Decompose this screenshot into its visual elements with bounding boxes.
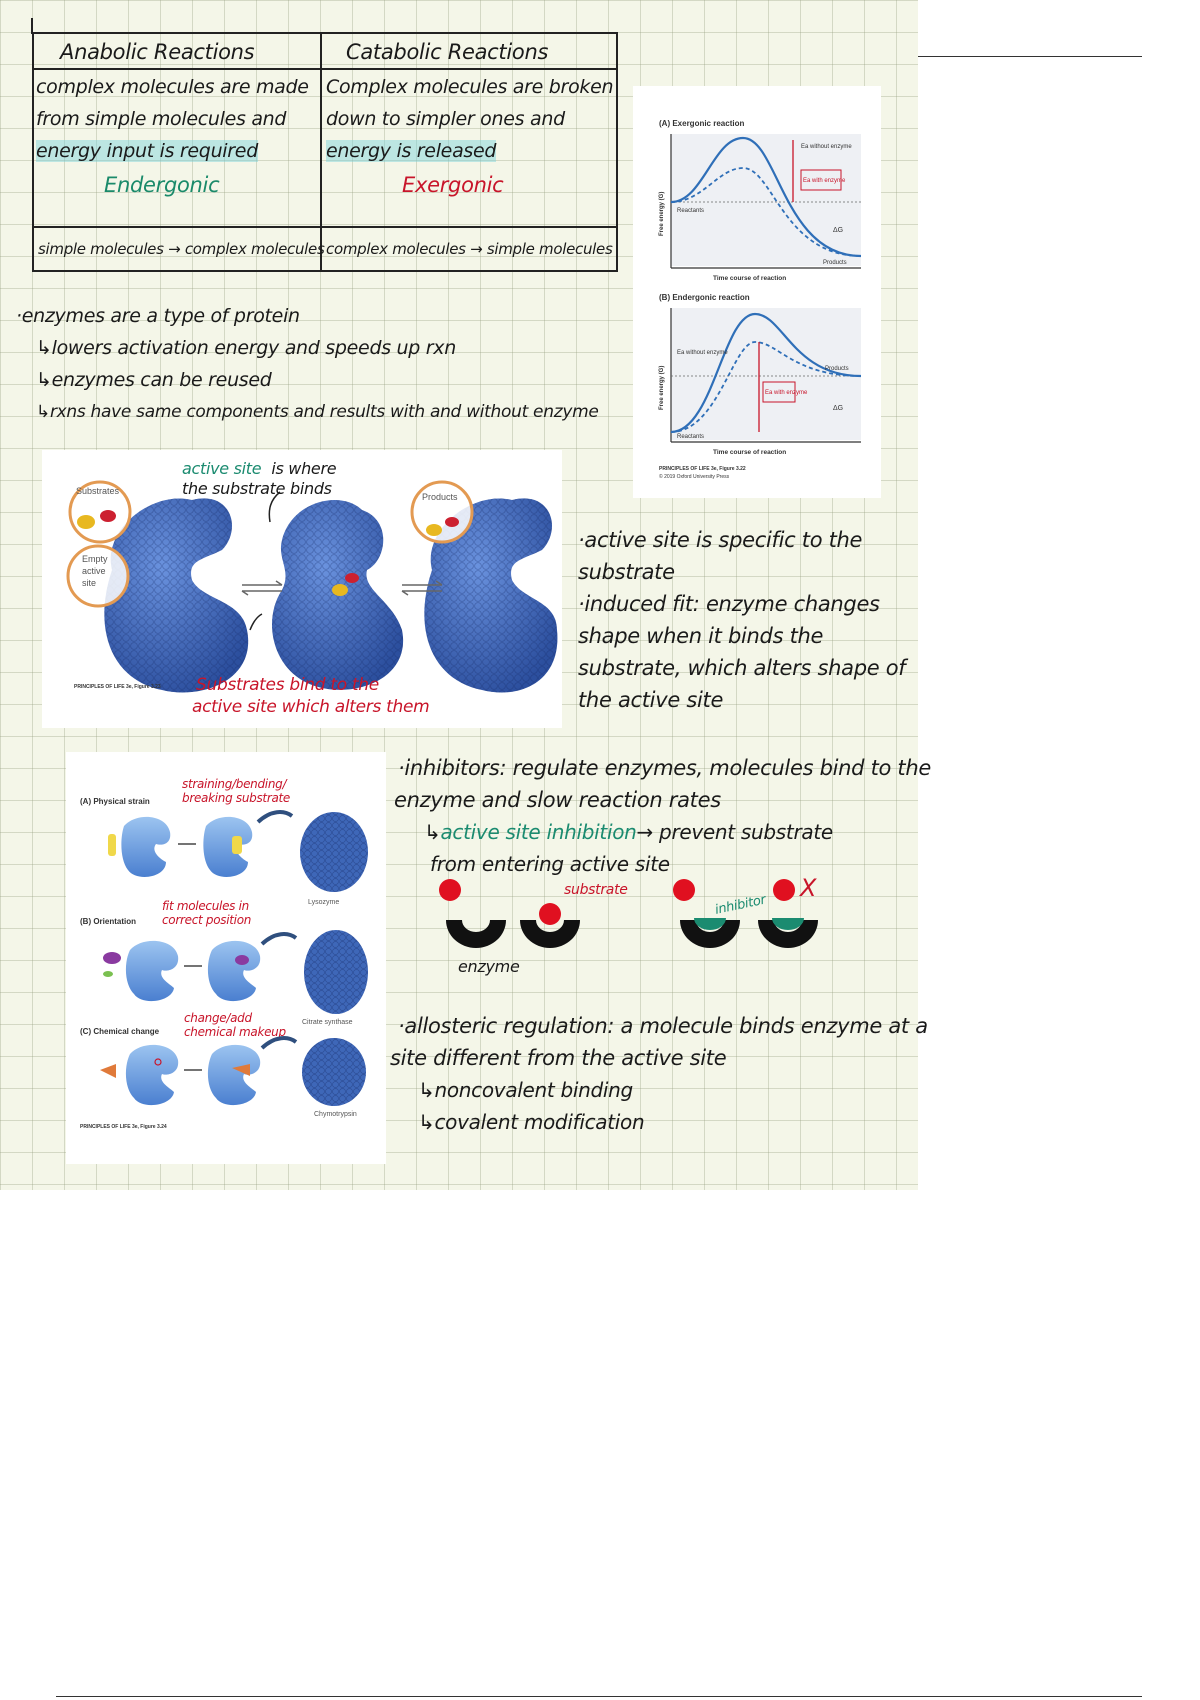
- table-footer-rule: [34, 226, 616, 228]
- panel-a-ea-with: Ea with enzyme: [803, 178, 846, 184]
- row-a-bound: [232, 836, 242, 854]
- as-note-5: substrate, which alters shape of: [578, 656, 906, 680]
- chymotrypsin-label: Chymotrypsin: [314, 1111, 357, 1118]
- empty-site-label-1: Empty: [82, 554, 108, 564]
- endergonic-label: Endergonic: [104, 173, 220, 197]
- panel-b-reactants: Reactants: [677, 434, 705, 440]
- products-label: Products: [422, 492, 458, 502]
- active-site-annot-green: active site: [182, 459, 262, 478]
- substrate-red: [100, 510, 116, 522]
- panel-b-products: Products: [825, 366, 849, 372]
- allo-note-3: ↳noncovalent binding: [418, 1078, 633, 1102]
- inhib-note-1: ·inhibitors: regulate enzymes, molecules bind to the: [398, 756, 931, 780]
- inhib-note-2: enzyme and slow reaction rates: [394, 788, 721, 812]
- as-note-4: shape when it binds the: [578, 624, 824, 648]
- allo-note-2: site different from the active site: [390, 1046, 727, 1070]
- energy-credit-2: © 2019 Oxford University Press: [659, 474, 730, 480]
- catabolic-line-3: energy is released: [326, 140, 497, 162]
- note-a-2: breaking substrate: [182, 791, 291, 805]
- row-b-bound: [235, 955, 249, 965]
- inhib-note-4: from entering active site: [430, 852, 670, 876]
- catabolic-line-1: Complex molecules are broken: [326, 76, 614, 98]
- active-site-annot-rest: is where: [271, 459, 337, 478]
- row-c-enzyme-2: [208, 1045, 260, 1105]
- active-site-svg: [42, 450, 562, 728]
- enzyme-1: [446, 920, 506, 948]
- inhibition-diagram: [436, 872, 826, 982]
- anabolic-line-3: energy input is required: [36, 140, 258, 162]
- panel-a-ea-without: Ea without enzyme: [801, 144, 852, 150]
- panel-a-products: Products: [823, 260, 847, 266]
- panel-b-ea-without: Ea without enzyme: [677, 350, 728, 356]
- substrates-label: Substrates: [76, 486, 120, 496]
- as-note-6: the active site: [578, 688, 724, 712]
- active-site-annot-1: [182, 459, 337, 478]
- as-note-3: ·induced fit: enzyme changes: [578, 592, 880, 616]
- energy-diagram-figure: [633, 86, 881, 498]
- note-b-2: correct position: [162, 913, 252, 927]
- bound-substrate-red: [345, 573, 359, 583]
- enzyme-note-main: ·enzymes are a type of protein: [16, 305, 300, 327]
- panel-a-bg: [671, 134, 861, 266]
- row-c-enzyme-1: [126, 1045, 178, 1105]
- inhibitor-label: inhibitor: [713, 892, 767, 918]
- panel-a-delta-g: ΔG: [833, 227, 844, 234]
- bottom-rule: [56, 1696, 1142, 1697]
- catalysis-credit: PRINCIPLES OF LIFE 3e, Figure 3.24: [80, 1124, 167, 1130]
- catabolic-header: Catabolic Reactions: [346, 40, 549, 64]
- allo-note-4: ↳covalent modification: [418, 1110, 645, 1134]
- note-c-1: change/add: [184, 1011, 252, 1025]
- row-a-substrate: [108, 834, 116, 856]
- enzyme-note-sub2: ↳enzymes can be reused: [36, 369, 272, 391]
- panel-b-label: (B) Orientation: [80, 917, 136, 926]
- panel-a-reactants: Reactants: [677, 208, 705, 214]
- energy-credit-1: PRINCIPLES OF LIFE 3e, Figure 3.22: [659, 466, 746, 472]
- note-c-2: chemical makeup: [184, 1025, 286, 1039]
- panel-a-plot: [659, 134, 861, 282]
- panel-b-title: (B) Endergonic reaction: [659, 293, 750, 302]
- panel-a-xlabel: Time course of reaction: [713, 275, 787, 282]
- pointer-arrow-bottom: [250, 614, 262, 630]
- panel-b-delta-g: ΔG: [833, 405, 844, 412]
- blocked-substrate-1: [673, 879, 695, 901]
- anabolic-line-1: complex molecules are made: [36, 76, 309, 98]
- catalysis-svg: [66, 752, 386, 1164]
- panel-a-label: (A) Physical strain: [80, 797, 150, 806]
- panel-b-ylabel: Free energy (G): [659, 365, 665, 410]
- energy-diagram-svg: [633, 86, 881, 498]
- row-a-enzyme-2: [203, 817, 252, 877]
- anabolic-equation: simple molecules → complex molecules: [38, 240, 325, 258]
- row-b-substrate-2: [103, 971, 113, 977]
- anabolic-header: Anabolic Reactions: [60, 40, 255, 64]
- catabolic-equation: complex molecules → simple molecules: [326, 240, 613, 258]
- active-site-credit: PRINCIPLES OF LIFE 3e, Figure 3.23: [74, 684, 161, 690]
- panel-c-label: (C) Chemical change: [80, 1027, 160, 1036]
- panel-b-ea-with: Ea with enzyme: [765, 390, 808, 396]
- empty-site-label-3: site: [82, 578, 97, 588]
- enzyme-note-sub1: ↳lowers activation energy and speeds up rxn: [36, 337, 456, 359]
- exergonic-label: Exergonic: [402, 173, 504, 197]
- row-b-flow-arrow: [262, 934, 296, 944]
- inhib-note-3-green: active site inhibition: [440, 820, 637, 844]
- active-site-bottom-2: active site which alters them: [192, 697, 430, 717]
- allo-note-1: ·allosteric regulation: a molecule binds enzyme at a: [398, 1014, 928, 1038]
- top-rule: [918, 56, 1142, 57]
- row-c-flow-arrow: [262, 1038, 296, 1048]
- inhib-note-3-rest: → prevent substrate: [636, 820, 833, 844]
- inhib-note-3: [424, 816, 833, 848]
- lysozyme-label: Lysozyme: [308, 899, 340, 906]
- active-site-annot-2: the substrate binds: [182, 479, 332, 498]
- panel-a-title: (A) Exergonic reaction: [659, 119, 745, 128]
- enzyme-note-sub3: ↳rxns have same components and results with and without enzyme: [36, 402, 599, 422]
- note-a-1: straining/bending/: [182, 777, 287, 791]
- as-note-1: ·active site is specific to the: [578, 528, 863, 552]
- row-a-enzyme-1: [121, 817, 170, 877]
- active-site-bottom-1: Substrates bind to the: [196, 675, 379, 695]
- table-header-rule: [34, 68, 616, 70]
- row-c-substrate: [100, 1064, 116, 1078]
- empty-site-label-2: active: [82, 566, 106, 576]
- panel-b-xlabel: Time course of reaction: [713, 449, 787, 456]
- note-b-1: fit molecules in: [162, 899, 249, 913]
- inhibition-svg: [436, 872, 826, 982]
- catalysis-figure: [66, 752, 386, 1164]
- catabolic-line-2: down to simpler ones and: [326, 108, 565, 130]
- enzyme-label: enzyme: [458, 957, 520, 976]
- substrate-label: substrate: [564, 882, 628, 898]
- reactions-table: [32, 32, 618, 272]
- blocked-substrate-2: [773, 879, 795, 901]
- bound-substrate-yellow: [332, 584, 348, 596]
- citrate-label: Citrate synthase: [302, 1019, 353, 1026]
- product-yellow: [426, 524, 442, 536]
- bound-substrate: [539, 903, 561, 925]
- row-b-substrate-1: [103, 952, 121, 964]
- panel-a-ylabel: Free energy (G): [659, 191, 665, 236]
- x-mark: X: [800, 874, 817, 902]
- anabolic-line-2: from simple molecules and: [36, 108, 287, 130]
- active-site-figure: [42, 450, 562, 728]
- panel-b-plot: [659, 308, 861, 456]
- equilibrium-arrow-1: [242, 581, 282, 595]
- row-b-enzyme-2: [208, 941, 260, 1001]
- inhib-note-3-prefix: ↳: [424, 820, 441, 844]
- as-note-2: substrate: [578, 560, 675, 584]
- free-substrate: [439, 879, 461, 901]
- protein-bound: [272, 500, 403, 690]
- substrate-yellow: [77, 515, 95, 529]
- row-b-enzyme-1: [126, 941, 178, 1001]
- products-callout: [412, 482, 472, 542]
- product-red: [445, 517, 459, 527]
- row-a-flow-arrow: [258, 812, 292, 822]
